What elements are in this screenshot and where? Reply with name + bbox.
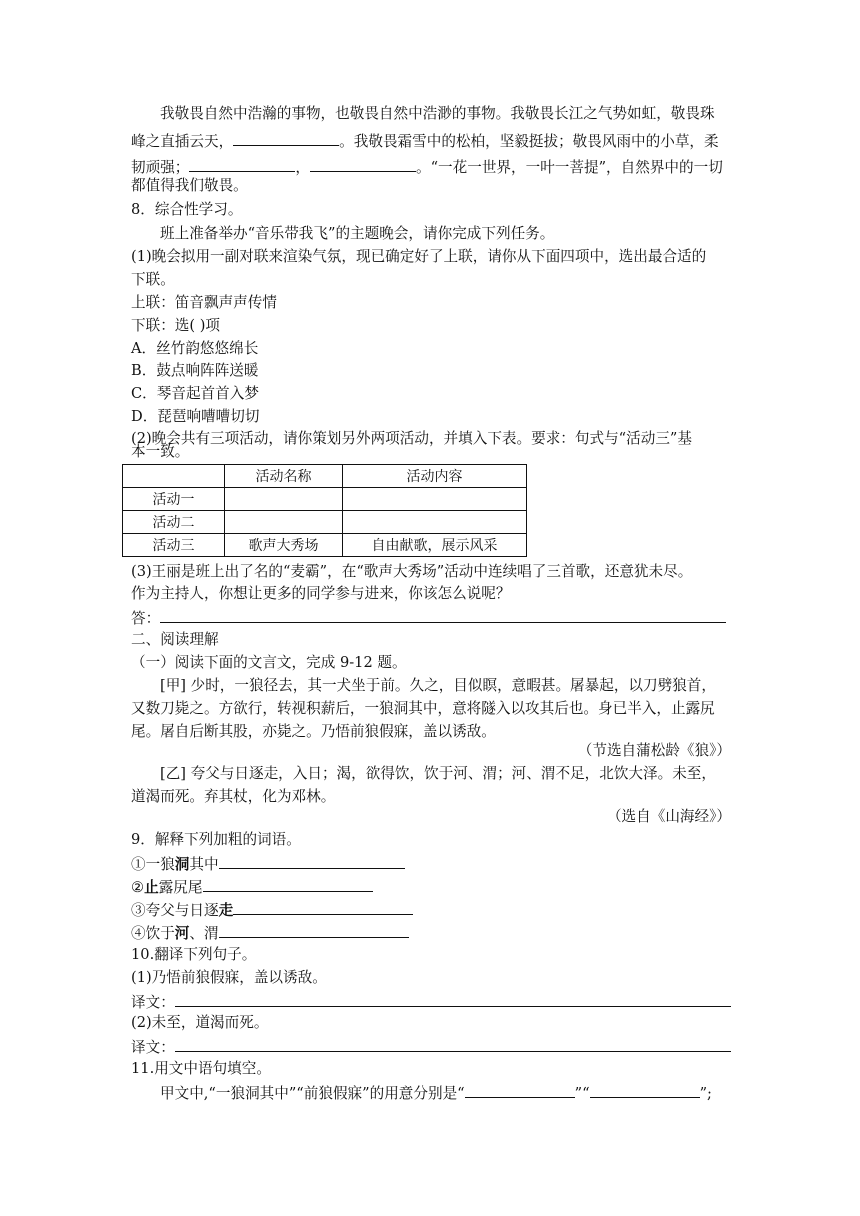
section-2-1-title	[131, 653, 731, 673]
text: ”“	[574, 1085, 590, 1102]
option-c	[131, 384, 731, 404]
table-header-row	[123, 465, 527, 488]
translation-line	[131, 1036, 731, 1058]
text: 、渭	[189, 925, 219, 942]
text: 韧顽强；	[131, 159, 190, 176]
table-cell: 自由献歌，展示风采	[343, 534, 527, 557]
question-10-title	[131, 945, 731, 965]
table-row	[123, 511, 527, 534]
question-11-title	[131, 1059, 731, 1079]
bold-word: 河	[174, 925, 190, 942]
paragraph-line	[131, 176, 731, 196]
text: 上联：笛音飘声声传情	[131, 294, 277, 311]
text: C．琴音起首首入梦	[131, 385, 259, 402]
table-cell	[123, 465, 225, 488]
fill-blank[interactable]	[203, 876, 373, 892]
text: 译文：	[131, 994, 175, 1011]
section-2-title	[131, 630, 731, 650]
text: 10.翻译下列句子。	[131, 946, 257, 963]
paragraph-line	[131, 130, 731, 152]
table-header-cell: 活动名称	[225, 465, 343, 488]
question-8-title	[131, 200, 731, 220]
option-b	[131, 361, 731, 381]
text: 8．综合性学习。	[131, 201, 243, 218]
table-cell: 活动一	[123, 488, 225, 511]
text: (1)乃悟前狼假寐，盖以诱敌。	[131, 969, 327, 986]
table-cell[interactable]	[225, 488, 343, 511]
option-a	[131, 339, 731, 359]
table-cell[interactable]	[343, 511, 527, 534]
text: 都值得我们敬畏。	[131, 177, 248, 194]
answer-line	[131, 607, 731, 629]
couplet-upper	[131, 293, 731, 313]
fill-blank[interactable]	[590, 1082, 700, 1098]
text: 尾。屠自后断其股，亦毙之。乃悟前狼假寐，盖以诱敌。	[131, 723, 496, 740]
source-citation	[578, 741, 731, 761]
text: 下联。	[131, 271, 175, 288]
bold-word: 洞	[174, 856, 190, 873]
text: 二、阅读理解	[131, 631, 219, 648]
fill-blank[interactable]	[233, 899, 413, 915]
text: 。“一花一世界，一叶一菩提”，自然界中的一切	[416, 159, 723, 176]
question-8-3	[131, 562, 731, 582]
source-citation	[607, 807, 731, 827]
text: 峰之直插云天，	[131, 133, 234, 150]
fill-blank[interactable]	[465, 1082, 575, 1098]
text: ②	[131, 879, 145, 896]
table-cell: 歌声大秀场	[225, 534, 343, 557]
table-cell: 活动二	[123, 511, 225, 534]
passage-yi-line	[131, 787, 731, 807]
text: A．丝竹韵悠悠绵长	[131, 340, 259, 357]
passage-yi-line	[160, 764, 760, 784]
text: D．琵琶响嘈嘈切切	[131, 408, 260, 425]
passage-jia-line	[131, 722, 731, 742]
question-11-line	[160, 1082, 760, 1104]
passage-jia-line	[160, 676, 760, 696]
text: 我敬畏自然中浩瀚的事物，也敬畏自然中浩渺的事物。我敬畏长江之气势如虹，敬畏珠	[160, 105, 715, 122]
question-9-item	[131, 922, 731, 944]
paragraph-line	[131, 156, 731, 178]
text: [甲] 少时，一狼径去，其一犬坐于前。久之，目似瞑，意暇甚。屠暴起，以刀劈狼首，	[160, 677, 716, 694]
text: （一）阅读下面的文言文，完成 9-12 题。	[131, 654, 407, 671]
activity-table	[122, 464, 527, 557]
table-cell: 活动三	[123, 534, 225, 557]
text: 本一致。	[131, 443, 190, 460]
table-cell[interactable]	[343, 488, 527, 511]
text: ④饮于	[131, 925, 175, 942]
text: 下联：选( )项	[131, 317, 220, 334]
fill-blank[interactable]	[219, 922, 409, 938]
table-row	[123, 488, 527, 511]
text: 其中	[189, 856, 219, 873]
fill-blank[interactable]	[310, 156, 416, 172]
couplet-lower	[131, 316, 731, 336]
text: B．鼓点响阵阵送暖	[131, 362, 259, 379]
question-9-item	[131, 853, 731, 875]
translation-blank[interactable]	[175, 1036, 731, 1052]
translation-blank[interactable]	[175, 991, 731, 1007]
text: [乙] 夸父与日逐走，入日；渴，欲得饮，饮于河、渭；河、渭不足，北饮大泽。未至，	[160, 765, 716, 782]
text: （节选自蒲松龄《狼》）	[577, 742, 731, 759]
text: （选自《山海经》）	[606, 808, 731, 825]
option-d	[131, 407, 731, 427]
table-cell[interactable]	[225, 511, 343, 534]
fill-blank[interactable]	[189, 156, 295, 172]
question-10-2	[131, 1013, 731, 1033]
text: 道渴而死。弃其杖，化为邓林。	[131, 788, 336, 805]
text: (1)晚会拟用一副对联来渲染气氛，现已确定好了上联，请你从下面四项中，选出最合适的	[131, 248, 707, 265]
translation-line	[131, 991, 731, 1013]
passage-jia-line	[131, 699, 731, 719]
question-10-1	[131, 968, 731, 988]
text: ③夸父与日逐	[131, 902, 219, 919]
answer-blank[interactable]	[160, 607, 726, 623]
paragraph-line	[160, 104, 760, 124]
fill-blank[interactable]	[219, 853, 405, 869]
question-9-item	[131, 876, 731, 898]
text: 。我敬畏霜雪中的松柏，坚毅挺拔；敬畏风雨中的小草，柔	[339, 133, 719, 150]
text: 答：	[131, 610, 161, 627]
question-9-title	[131, 830, 731, 850]
text: 译文：	[131, 1039, 175, 1056]
question-9-item	[131, 899, 731, 921]
text: 甲文中,“一狼洞其中”“前狼假寐”的用意分别是“	[160, 1085, 465, 1102]
question-8-1	[131, 247, 731, 267]
table-row	[123, 534, 527, 557]
text: 露尻尾	[158, 879, 203, 896]
text: ，	[295, 159, 310, 176]
bold-word: 走	[218, 902, 234, 919]
table-header-cell: 活动内容	[343, 465, 527, 488]
question-8-2	[131, 442, 731, 462]
question-8-intro	[160, 224, 760, 244]
text: 9．解释下列加粗的词语。	[131, 831, 301, 848]
text: 又数刀毙之。方欲行，转视积薪后，一狼洞其中，意将隧入以攻其后也。身已半入，止露尻	[131, 700, 715, 717]
text: (2)晚会共有三项活动，请你策划另外两项活动，并填入下表。要求：句式与“活动三”基	[131, 430, 692, 447]
text: 作为主持人，你想让更多的同学参与进来，你该怎么说呢？	[131, 585, 511, 602]
text: ”;	[699, 1085, 712, 1102]
bold-word: 止	[144, 879, 159, 896]
question-8-1	[131, 270, 731, 290]
text: (2)未至，道渴而死。	[131, 1014, 269, 1031]
text: ①一狼	[131, 856, 175, 873]
text: (3)王丽是班上出了名的“麦霸”，在“歌声大秀场”活动中连续唱了三首歌，还意犹未尽。	[131, 563, 693, 580]
question-8-3	[131, 584, 731, 604]
text: 班上准备举办“音乐带我飞”的主题晚会，请你完成下列任务。	[160, 225, 555, 242]
fill-blank[interactable]	[233, 130, 339, 146]
text: 11.用文中语句填空。	[131, 1060, 271, 1077]
